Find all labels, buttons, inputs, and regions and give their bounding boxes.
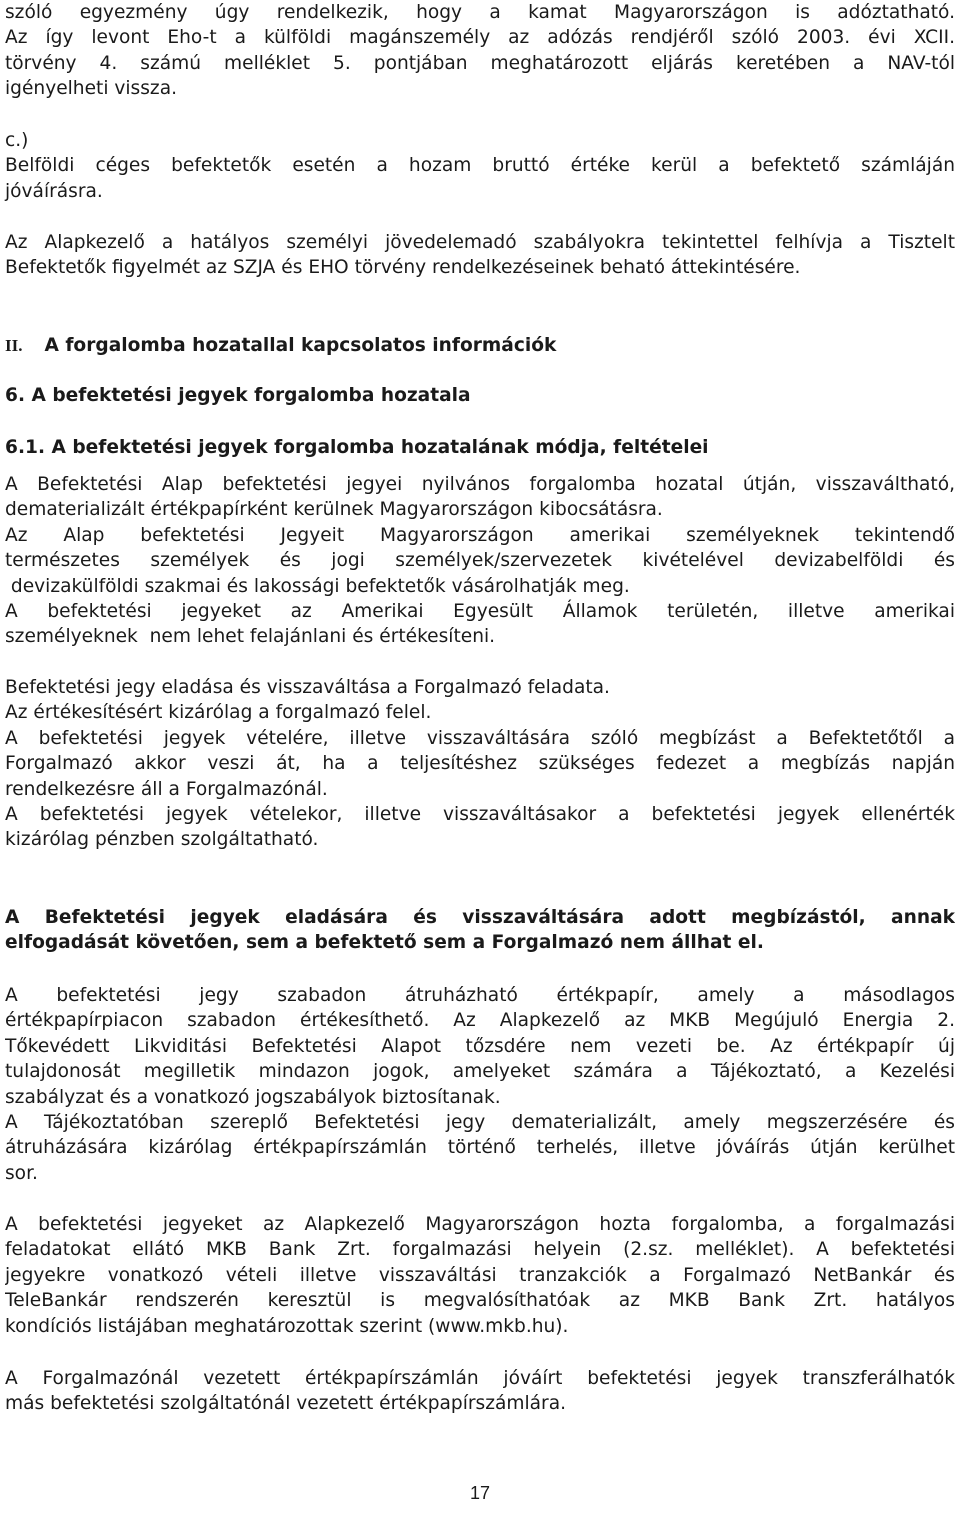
paragraph-issuance [5,472,955,650]
section-heading [5,333,955,358]
text-line: Tőkevédett Likviditási Befektetési Alapot tőzsdére nem vezeti be. Az értékpapír új [5,1035,955,1057]
text-line: rendelkezésre áll a Forgalmazónál. [5,778,328,800]
text-line: A befektetési jegyeket az Amerikai Egyesült Államok területén, illetve amerikai [5,600,955,622]
text-line: tulajdonosát megilletik mindazon jogok, amelyeket számára a Tájékoztató, a Kezelési [5,1061,955,1083]
alapkezelo-note [5,230,955,281]
text-line: A Tájékoztatóban szereplő Befektetési jegy dematerializált, amely megszerzésére és [5,1111,955,1133]
text-line: elfogadását követően, sem a befektető sem a Forgalmazó nem állhat el. [5,932,764,954]
top-paragraph [5,0,955,102]
text-line: értékpapírpiacon szabadon értékesíthető. Az Alapkezelő az MKB Megújuló Energia 2. [5,1010,955,1032]
point-c [5,128,955,204]
text-line: A befektetési jegy szabadon átruházható értékpapír, amely a másodlagos [5,985,955,1006]
point-label: c.) [5,130,29,151]
text-line: A befektetési jegyeket az Alapkezelő Magyarországon hozta forgalomba, a forgalmazási [5,1214,955,1235]
text-line: kizárólag pénzben szolgáltatható. [5,829,319,851]
text-line: kondíciós listájában meghatározottak szerint (www.mkb.hu). [5,1315,569,1337]
text-line: A befektetési jegyek vételekor, illetve visszaváltásakor a befektetési jegyek ellenérték [5,804,955,825]
text-line: személyeknek nem lehet felajánlani és értékesíteni. [5,626,496,648]
text-line: feladatokat ellátó MKB Bank Zrt. forgalmazási helyein (2.sz. melléklet). A befektetési [5,1239,955,1261]
text-line: jegyekre vonatkozó vételi illetve visszaváltási tranzakciók a Forgalmazó NetBankár és [5,1264,955,1286]
text-line: Az így levont Eho-t a külföldi magánszemély az adózás rendjéről szóló 2003. évi XCII. [5,27,955,49]
heading-6: 6. A befektetési jegyek forgalomba hozatala [5,385,471,406]
text-line: átruházására kizárólag értékpapírszámlán történő terhelés, illetve jóváírás útján kerülhet [5,1137,955,1159]
section-number: II. [5,336,23,355]
paragraph-distribution [5,675,955,853]
paragraph-distribution-places [5,1212,955,1339]
text-line: Az értékesítésért kizárólag a forgalmazó felel. [5,702,432,724]
text-line: sor. [5,1162,38,1184]
text-line: szabályzat és a vonatkozó jogszabályok biztosítanak. [5,1086,501,1108]
text-line: devizakülföldi szakmai és lakossági befektetők vásárolhatják meg. [5,575,630,597]
text-line: A befektetési jegyek vételére, illetve visszaváltására szóló megbízást a Befektetőtől a [5,727,955,749]
text-line: jóváírásra. [5,180,103,202]
text-line: igényelheti vissza. [5,78,178,100]
text-line: Belföldi céges befektetők esetén a hozam bruttó értéke kerül a befektető számláján [5,155,955,177]
text-line: Az Alapkezelő a hatályos személyi jövedelemadó szabályokra tekintettel felhívja a Tisztelt [5,232,955,253]
text-line: törvény 4. számú melléklet 5. pontjában meghatározott eljárás keretében a NAV-tól [5,52,955,74]
paragraph-transfer [5,1366,955,1417]
text-line: dematerializált értékpapírként kerülnek Magyarországon kibocsátásra. [5,499,663,521]
text-line: szóló egyezmény úgy rendelkezik, hogy a kamat Magyarországon is adóztatható. [5,2,955,23]
text-line: Befektetők figyelmét az SZJA és EHO törvény rendelkezéseinek beható áttekintésére. [5,257,801,279]
text-line: A Forgalmazónál vezetett értékpapírszámlán jóváírt befektetési jegyek transzferálhatók [5,1368,955,1389]
paragraph-transferability [5,983,955,1186]
text-line: A Befektetési jegyek eladására és visszaváltására adott megbízástól, annak [5,907,955,928]
text-line: természetes személyek és jogi személyek/szervezetek kivételével devizabelföldi és [5,550,955,572]
text-line: TeleBankár rendszerén keresztül is megvalósíthatóak az MKB Bank Zrt. hatályos [5,1290,955,1312]
text-line: A Befektetési Alap befektetési jegyei nyilvános forgalomba hozatal útján, visszaváltható, [5,474,955,495]
text-line: Befektetési jegy eladása és visszaváltása a Forgalmazó feladata. [5,677,610,698]
text-line: Forgalmazó akkor veszi át, ha a teljesítéshez szükséges fedezet a megbízás napján [5,753,955,775]
heading-6-1: 6.1. A befektetési jegyek forgalomba hozatalának módja, feltételei [5,437,709,458]
bold-notice [5,905,955,956]
text-line: más befektetési szolgáltatónál vezetett értékpapírszámlára. [5,1393,566,1415]
section-title: A forgalomba hozatallal kapcsolatos információk [44,335,557,356]
page-number: 17 [469,1483,491,1503]
text-line: Az Alap befektetési Jegyeit Magyarországon amerikai személyeknek tekintendő [5,524,955,546]
